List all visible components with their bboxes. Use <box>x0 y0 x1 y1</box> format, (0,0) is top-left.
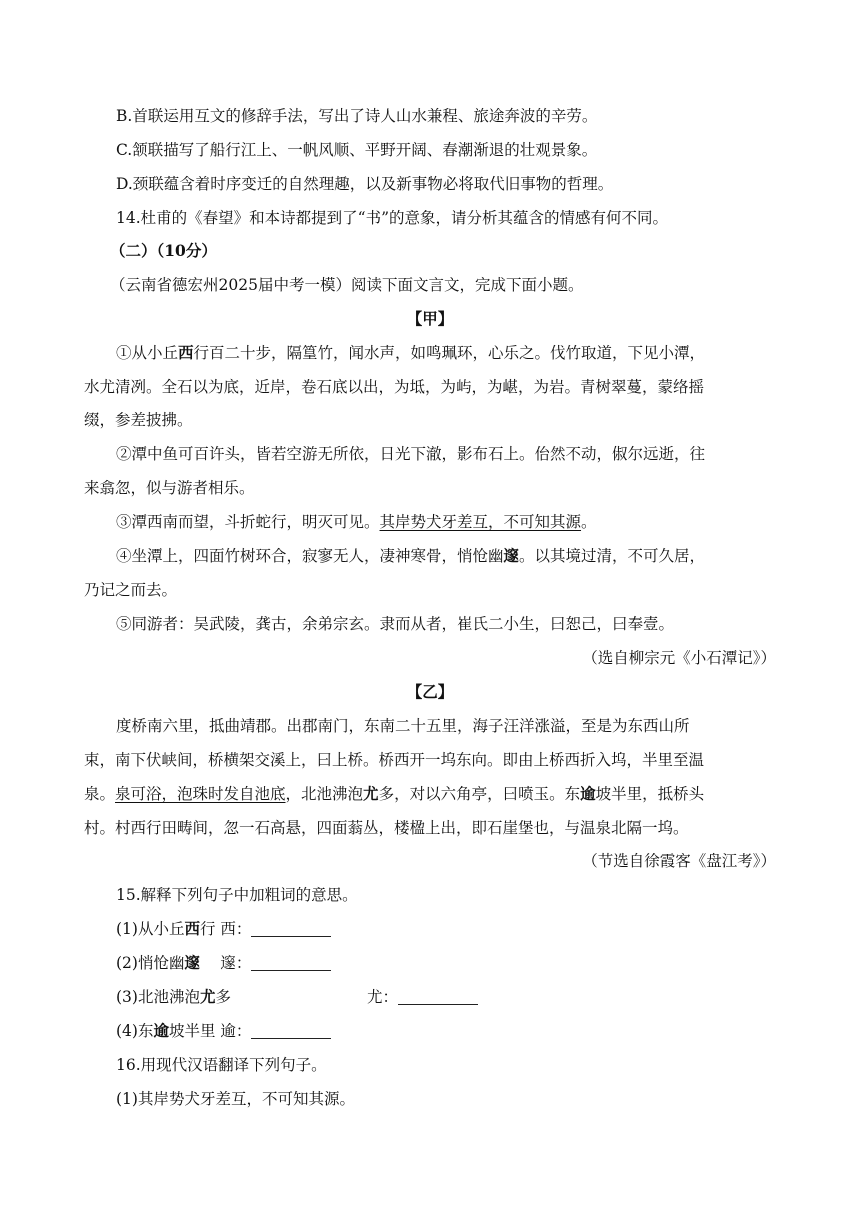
jia-p3: ③潭西南而望，斗折蛇行，明灭可见。其岸势犬牙差互，不可知其源。 <box>116 513 597 531</box>
translation-target-sentence: 其岸势犬牙差互，不可知其源 <box>379 513 582 531</box>
yi-line1: 度桥南六里，抵曲靖郡。出郡南门，东南二十五里，海子汪洋涨溢，至是为东西山所 <box>116 717 690 735</box>
passage-jia-title: 【甲】 <box>406 309 454 328</box>
option-b: B.首联运用互文的修辞手法，写出了诗人山水兼程、旅途奔波的辛劳。 <box>116 107 598 125</box>
jia-p5: ⑤同游者：吴武陵，龚古，余弟宗玄。隶而从者，崔氏二小生，曰恕己，曰奉壹。 <box>116 615 675 633</box>
option-c: C.颔联描写了船行江上、一帆风顺、平野开阔、春潮渐退的壮观景象。 <box>116 141 598 159</box>
q15-item-1: (1)从小丘西行 西： <box>116 919 776 939</box>
answer-blank[interactable] <box>251 920 331 937</box>
answer-blank[interactable] <box>251 1022 331 1039</box>
question-16: 16.用现代汉语翻译下列句子。 <box>116 1056 327 1074</box>
translation-target-sentence-2: 泉可浴，泡珠时发自池底 <box>115 785 286 803</box>
answer-blank[interactable] <box>251 954 331 971</box>
answer-blank[interactable] <box>398 988 478 1005</box>
question-15: 15.解释下列句子中加粗词的意思。 <box>116 886 358 904</box>
q15-item-4: (4)东逾坡半里 逾： <box>116 1021 776 1041</box>
jia-source: （选自柳宗元《小石潭记》） <box>582 649 776 667</box>
q16-item-1: (1)其岸势犬牙差互，不可知其源。 <box>116 1090 355 1108</box>
jia-p1-line3: 缀，参差披拂。 <box>84 411 193 429</box>
yi-line2: 束，南下伏峡间，桥横架交溪上，曰上桥。桥西开一坞东向。即由上桥西折入坞，半里至温 <box>84 751 705 769</box>
section-intro: （云南省德宏州2025届中考一模）阅读下面文言文，完成下面小题。 <box>110 276 584 294</box>
jia-p2-line1: ②潭中鱼可百许头，皆若空游无所依，日光下澈，影布石上。佁然不动，俶尔远逝，往 <box>116 445 706 463</box>
yi-line4: 村。村西行田畴间，忽一石高悬，四面蓊丛，楼楹上出，即石崖堡也，与温泉北隔一坞。 <box>84 819 689 837</box>
jia-p4-line2: 乃记之而去。 <box>84 581 178 599</box>
passage-yi-title: 【乙】 <box>406 682 454 701</box>
yi-line3: 泉。泉可浴，泡珠时发自池底，北池沸泡尤多，对以六角亭，曰喷玉。东逾坡半里，抵桥头 <box>84 784 705 803</box>
jia-p4-line1: ④坐潭上，四面竹树环合，寂寥无人，凄神寒骨，悄怆幽邃。以其境过清，不可久居， <box>116 546 706 565</box>
yi-source: （节选自徐霞客《盘江考》） <box>582 852 776 870</box>
jia-p1-line1: ①从小丘西行百二十步，隔篁竹，闻水声，如鸣珮环，心乐之。伐竹取道，下见小潭， <box>116 343 706 362</box>
jia-p1-line2: 水尤清冽。全石以为底，近岸，卷石底以出，为坻，为屿，为嵁，为岩。青树翠蔓，蒙络摇 <box>84 378 705 396</box>
q15-item-3: (3)北池沸泡尤多 尤： <box>116 987 776 1007</box>
section-heading: （二）（10分） <box>110 241 217 260</box>
q15-item-2: (2)悄怆幽邃 邃： <box>116 953 776 973</box>
jia-p2-line2: 来翕忽，似与游者相乐。 <box>84 479 255 497</box>
question-14: 14.杜甫的《春望》和本诗都提到了“书”的意象，请分析其蕴含的情感有何不同。 <box>116 209 669 227</box>
option-d: D.颈联蕴含着时序变迁的自然理趣，以及新事物必将取代旧事物的哲理。 <box>116 175 614 193</box>
